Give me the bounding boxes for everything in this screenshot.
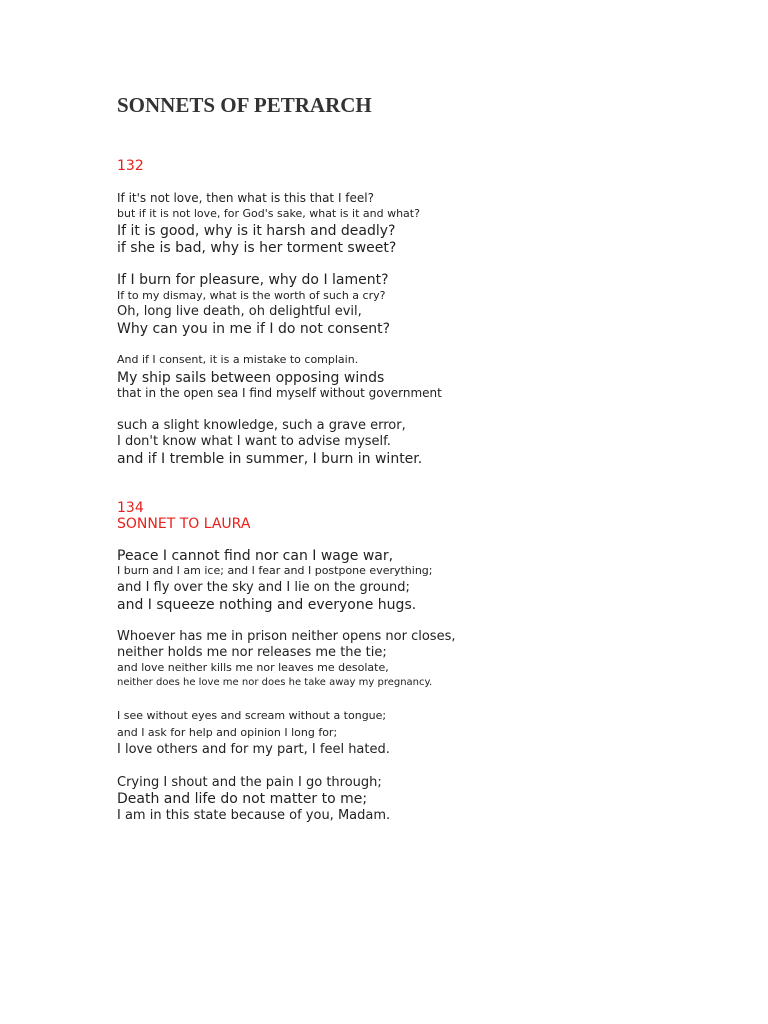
poem-line: and I fly over the sky and I lie on the ground;: [117, 580, 410, 595]
poem-line: Oh, long live death, oh delightful evil,: [117, 304, 362, 319]
poem-line: and love neither kills me nor leaves me desolate,: [117, 661, 389, 674]
poem-line: Crying I shout and the pain I go through;: [117, 775, 382, 790]
poem-line: If it's not love, then what is this that I feel?: [117, 191, 374, 205]
poem-line: Why can you in me if I do not consent?: [117, 321, 391, 337]
poem-line: Whoever has me in prison neither opens nor closes,: [117, 629, 456, 644]
poem-line: but if it is not love, for God's sake, what is it and what?: [117, 207, 420, 220]
poem-line: Death and life do not matter to me;: [117, 791, 368, 807]
poem-line: If to my dismay, what is the worth of such a cry?: [117, 289, 386, 302]
poem-line: Peace I cannot find nor can I wage war,: [117, 548, 394, 564]
poem-line: neither holds me nor releases me the tie;: [117, 645, 387, 660]
poem-line: that in the open sea I find myself without government: [117, 386, 442, 400]
poem-line: I love others and for my part, I feel hated.: [117, 742, 390, 757]
sonnet-134-subtitle: SONNET TO LAURA: [117, 516, 251, 532]
sonnet-134-number: 134: [117, 500, 144, 516]
poem-line: such a slight knowledge, such a grave error,: [117, 418, 406, 433]
poem-line: and I squeeze nothing and everyone hugs.: [117, 597, 417, 613]
poem-line: My ship sails between opposing winds: [117, 370, 385, 386]
poem-line: If it is good, why is it harsh and deadly?: [117, 223, 396, 239]
poem-line: and I ask for help and opinion I long for;: [117, 726, 338, 739]
poem-line: neither does he love me nor does he take away my pregnancy.: [117, 677, 433, 688]
poem-line: If I burn for pleasure, why do I lament?: [117, 272, 389, 288]
poem-line: I see without eyes and scream without a tongue;: [117, 709, 387, 722]
poem-line: and if I tremble in summer, I burn in winter.: [117, 451, 423, 467]
page-title: SONNETS OF PETRARCH: [117, 93, 372, 117]
poem-line: I am in this state because of you, Madam.: [117, 808, 391, 823]
poem-line: I don't know what I want to advise myself.: [117, 434, 391, 449]
poem-line: I burn and I am ice; and I fear and I postpone everything;: [117, 564, 433, 577]
poem-line: And if I consent, it is a mistake to complain.: [117, 353, 359, 366]
poem-line: if she is bad, why is her torment sweet?: [117, 240, 397, 256]
sonnet-132-number: 132: [117, 158, 144, 174]
